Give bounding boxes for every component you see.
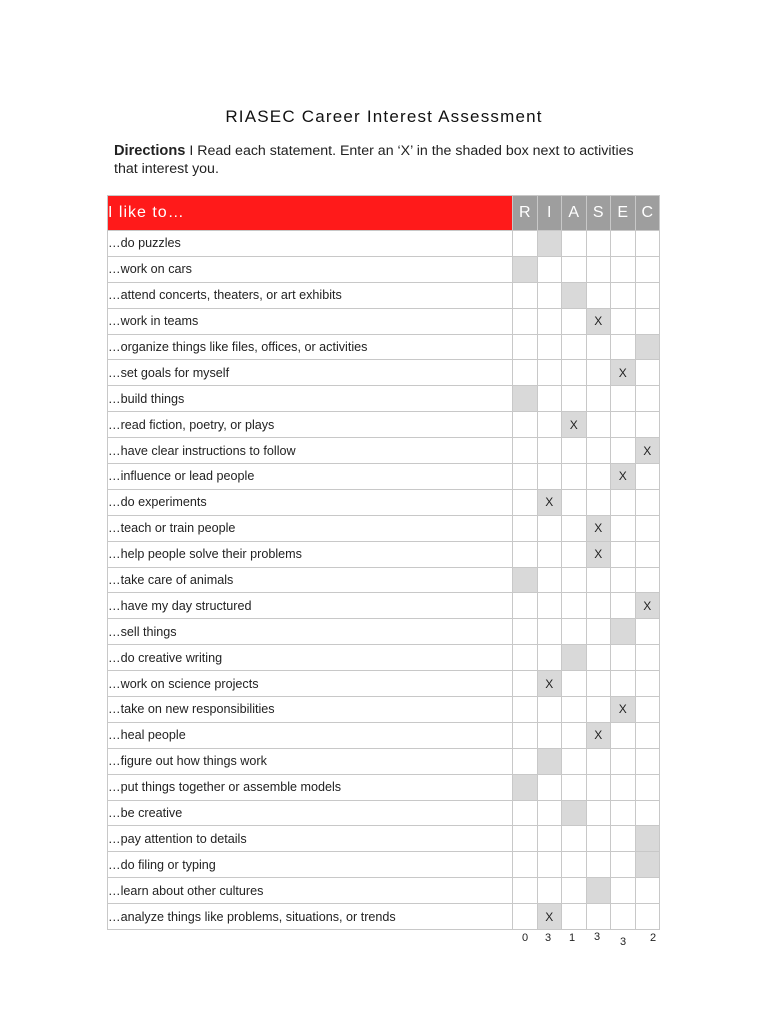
answer-cell-a [562, 852, 587, 878]
answer-cell-c [635, 774, 660, 800]
statement-text: …do experiments [108, 489, 513, 515]
header-category-e: E [611, 196, 636, 231]
header-category-c: C [635, 196, 660, 231]
answer-cell-i [537, 645, 562, 671]
answer-mark: X [594, 728, 603, 743]
answer-cell-i[interactable] [537, 904, 562, 930]
answer-cell-c[interactable] [635, 438, 660, 464]
table-row [108, 697, 660, 723]
answer-mark: X [545, 909, 554, 924]
answer-cell-i [537, 826, 562, 852]
statement-text: …have my day structured [108, 593, 513, 619]
answer-cell-i [537, 282, 562, 308]
table-row [108, 774, 660, 800]
table-row [108, 256, 660, 282]
answer-cell-r [513, 360, 538, 386]
answer-cell-e[interactable] [611, 360, 636, 386]
header-category-s: S [586, 196, 611, 231]
answer-cell-i [537, 334, 562, 360]
answer-cell-s [586, 438, 611, 464]
table-row [108, 541, 660, 567]
answer-cell-a [562, 308, 587, 334]
answer-cell-i [537, 697, 562, 723]
table-row [108, 334, 660, 360]
statement-text: …do filing or typing [108, 852, 513, 878]
answer-cell-c[interactable] [635, 593, 660, 619]
table-row [108, 852, 660, 878]
answer-cell-a [562, 619, 587, 645]
statement-text: …learn about other cultures [108, 878, 513, 904]
total-a: 1 [568, 932, 576, 944]
answer-cell-i [537, 800, 562, 826]
answer-cell-i [537, 774, 562, 800]
header-category-i: I [537, 196, 562, 231]
statement-text: …work in teams [108, 308, 513, 334]
statement-text: …attend concerts, theaters, or art exhibits [108, 282, 513, 308]
statement-text: …put things together or assemble models [108, 774, 513, 800]
answer-cell-s [586, 256, 611, 282]
answer-cell-c[interactable] [635, 334, 660, 360]
answer-cell-e [611, 645, 636, 671]
statement-text: …build things [108, 386, 513, 412]
table-row [108, 489, 660, 515]
answer-cell-a[interactable] [562, 800, 587, 826]
answer-cell-c [635, 904, 660, 930]
directions [114, 142, 634, 178]
answer-cell-s [586, 645, 611, 671]
table-row [108, 412, 660, 438]
answer-cell-e [611, 671, 636, 697]
answer-cell-s [586, 231, 611, 257]
answer-cell-r [513, 308, 538, 334]
answer-cell-r [513, 593, 538, 619]
table-row [108, 671, 660, 697]
answer-mark: X [545, 495, 554, 510]
answer-cell-s [586, 671, 611, 697]
answer-cell-s[interactable] [586, 541, 611, 567]
answer-cell-c[interactable] [635, 852, 660, 878]
answer-cell-r [513, 645, 538, 671]
answer-cell-e [611, 748, 636, 774]
statement-text: …help people solve their problems [108, 541, 513, 567]
statement-text: …do creative writing [108, 645, 513, 671]
statement-text: …read fiction, poetry, or plays [108, 412, 513, 438]
answer-cell-s [586, 852, 611, 878]
answer-cell-i [537, 438, 562, 464]
answer-cell-s [586, 748, 611, 774]
answer-cell-e [611, 231, 636, 257]
answer-cell-e[interactable] [611, 619, 636, 645]
header-category-r: R [513, 196, 538, 231]
answer-cell-r [513, 904, 538, 930]
table-row [108, 386, 660, 412]
answer-mark: X [569, 417, 578, 432]
answer-cell-a [562, 386, 587, 412]
answer-mark: X [594, 314, 603, 329]
answer-cell-r [513, 541, 538, 567]
answer-cell-s [586, 904, 611, 930]
answer-cell-i[interactable] [537, 231, 562, 257]
table-row [108, 464, 660, 490]
answer-cell-e [611, 852, 636, 878]
answer-cell-e [611, 489, 636, 515]
answer-cell-i [537, 878, 562, 904]
answer-cell-i [537, 593, 562, 619]
total-r: 0 [521, 932, 529, 944]
statement-text: …take care of animals [108, 567, 513, 593]
answer-cell-i[interactable] [537, 489, 562, 515]
page-title: RIASEC Career Interest Assessment [225, 107, 543, 126]
answer-cell-r [513, 619, 538, 645]
answer-cell-r[interactable] [513, 774, 538, 800]
answer-cell-a [562, 515, 587, 541]
answer-cell-c [635, 619, 660, 645]
answer-cell-r [513, 748, 538, 774]
statement-text: …have clear instructions to follow [108, 438, 513, 464]
answer-cell-e [611, 774, 636, 800]
table-row [108, 308, 660, 334]
answer-cell-s [586, 464, 611, 490]
table-row [108, 282, 660, 308]
answer-cell-a [562, 541, 587, 567]
table-row [108, 826, 660, 852]
answer-cell-c [635, 541, 660, 567]
answer-mark: X [618, 702, 627, 717]
answer-cell-e [611, 904, 636, 930]
answer-cell-a [562, 774, 587, 800]
answer-cell-c [635, 878, 660, 904]
answer-cell-c [635, 282, 660, 308]
answer-cell-a[interactable] [562, 282, 587, 308]
answer-cell-e[interactable] [611, 464, 636, 490]
answer-cell-a [562, 904, 587, 930]
answer-cell-a [562, 722, 587, 748]
answer-cell-s [586, 826, 611, 852]
answer-mark: X [594, 547, 603, 562]
answer-cell-e [611, 282, 636, 308]
answer-cell-c [635, 464, 660, 490]
statement-text: …set goals for myself [108, 360, 513, 386]
answer-cell-s [586, 800, 611, 826]
answer-cell-i [537, 412, 562, 438]
answer-cell-a [562, 878, 587, 904]
answer-mark: X [618, 365, 627, 380]
answer-cell-s [586, 489, 611, 515]
answer-cell-e [611, 515, 636, 541]
answer-cell-a [562, 567, 587, 593]
statement-text: …analyze things like problems, situations, or trends [108, 904, 513, 930]
total-e: 3 [619, 936, 627, 948]
answer-cell-a [562, 231, 587, 257]
answer-cell-r [513, 515, 538, 541]
total-c: 2 [649, 932, 657, 944]
answer-cell-a [562, 464, 587, 490]
table-row [108, 360, 660, 386]
table-row [108, 904, 660, 930]
answer-cell-e [611, 334, 636, 360]
table-row [108, 593, 660, 619]
answer-cell-i [537, 386, 562, 412]
table-row [108, 515, 660, 541]
statement-text: …organize things like files, offices, or activities [108, 334, 513, 360]
answer-mark: X [643, 598, 652, 613]
statement-text: …work on science projects [108, 671, 513, 697]
riasec-table [107, 195, 660, 930]
answer-cell-a [562, 593, 587, 619]
answer-cell-r [513, 464, 538, 490]
answer-cell-c [635, 489, 660, 515]
answer-cell-e [611, 256, 636, 282]
answer-cell-a [562, 334, 587, 360]
answer-mark: X [594, 521, 603, 536]
answer-cell-s [586, 412, 611, 438]
answer-cell-r [513, 489, 538, 515]
answer-cell-r [513, 334, 538, 360]
table-row [108, 748, 660, 774]
answer-cell-a [562, 697, 587, 723]
answer-cell-c [635, 386, 660, 412]
table-row [108, 878, 660, 904]
answer-cell-e[interactable] [611, 697, 636, 723]
answer-cell-i [537, 464, 562, 490]
answer-cell-r [513, 878, 538, 904]
table-row [108, 438, 660, 464]
answer-cell-r [513, 826, 538, 852]
answer-cell-a [562, 489, 587, 515]
statement-text: …take on new responsibilities [108, 697, 513, 723]
answer-cell-e [611, 878, 636, 904]
answer-cell-e [611, 438, 636, 464]
answer-cell-e [611, 800, 636, 826]
answer-cell-s [586, 593, 611, 619]
answer-cell-a [562, 671, 587, 697]
answer-cell-c [635, 231, 660, 257]
answer-cell-a[interactable] [562, 645, 587, 671]
answer-cell-c [635, 256, 660, 282]
statement-text: …figure out how things work [108, 748, 513, 774]
statement-text: …do puzzles [108, 231, 513, 257]
answer-cell-a [562, 826, 587, 852]
table-row [108, 619, 660, 645]
answer-cell-c [635, 671, 660, 697]
answer-cell-a[interactable] [562, 412, 587, 438]
header-category-a: A [562, 196, 587, 231]
answer-cell-c [635, 645, 660, 671]
table-body [108, 231, 660, 930]
answer-cell-s [586, 697, 611, 723]
answer-cell-c[interactable] [635, 826, 660, 852]
directions-text: I Read each statement. Enter an ‘X’ in the shaded box next to activities that interest you. [114, 143, 634, 177]
total-i: 3 [544, 932, 552, 944]
answer-cell-a [562, 438, 587, 464]
answer-cell-i [537, 619, 562, 645]
answer-cell-e [611, 593, 636, 619]
answer-cell-c [635, 360, 660, 386]
answer-cell-i [537, 256, 562, 282]
answer-mark: X [618, 469, 627, 484]
answer-cell-i [537, 722, 562, 748]
answer-cell-e [611, 567, 636, 593]
answer-cell-s [586, 567, 611, 593]
answer-cell-e [611, 826, 636, 852]
statement-text: …influence or lead people [108, 464, 513, 490]
answer-cell-r [513, 412, 538, 438]
answer-cell-s[interactable] [586, 308, 611, 334]
answer-cell-s [586, 360, 611, 386]
table-row [108, 800, 660, 826]
table-header-row [108, 196, 660, 231]
table-row [108, 645, 660, 671]
answer-cell-e [611, 541, 636, 567]
answer-cell-i [537, 541, 562, 567]
answer-mark: X [545, 676, 554, 691]
directions-label: Directions [114, 143, 186, 159]
total-s: 3 [593, 931, 601, 943]
answer-cell-r[interactable] [513, 567, 538, 593]
answer-cell-s [586, 774, 611, 800]
answer-cell-e [611, 308, 636, 334]
answer-cell-s[interactable] [586, 722, 611, 748]
answer-cell-s [586, 334, 611, 360]
answer-cell-e [611, 412, 636, 438]
answer-cell-r[interactable] [513, 386, 538, 412]
table-row [108, 567, 660, 593]
answer-cell-r [513, 852, 538, 878]
answer-cell-c [635, 697, 660, 723]
answer-cell-r[interactable] [513, 256, 538, 282]
answer-cell-s [586, 282, 611, 308]
statement-text: …teach or train people [108, 515, 513, 541]
answer-cell-s [586, 386, 611, 412]
answer-cell-a [562, 256, 587, 282]
answer-cell-i [537, 852, 562, 878]
statement-text: …pay attention to details [108, 826, 513, 852]
answer-cell-r [513, 671, 538, 697]
statement-text: …sell things [108, 619, 513, 645]
answer-cell-s[interactable] [586, 878, 611, 904]
answer-cell-c [635, 412, 660, 438]
answer-cell-i [537, 515, 562, 541]
answer-cell-i[interactable] [537, 748, 562, 774]
header-label: I like to… [108, 196, 513, 231]
answer-cell-r [513, 697, 538, 723]
answer-cell-c [635, 748, 660, 774]
answer-cell-s [586, 619, 611, 645]
answer-cell-i [537, 567, 562, 593]
table-row [108, 231, 660, 257]
table-row [108, 722, 660, 748]
statement-text: …work on cars [108, 256, 513, 282]
answer-cell-c [635, 515, 660, 541]
statement-text: …heal people [108, 722, 513, 748]
answer-cell-s[interactable] [586, 515, 611, 541]
answer-cell-r [513, 231, 538, 257]
answer-cell-c [635, 308, 660, 334]
answer-cell-a [562, 748, 587, 774]
answer-cell-e [611, 386, 636, 412]
statement-text: …be creative [108, 800, 513, 826]
answer-cell-c [635, 567, 660, 593]
answer-cell-r [513, 282, 538, 308]
answer-cell-r [513, 800, 538, 826]
answer-mark: X [643, 443, 652, 458]
answer-cell-i[interactable] [537, 671, 562, 697]
answer-cell-c [635, 800, 660, 826]
answer-cell-e [611, 722, 636, 748]
answer-cell-r [513, 722, 538, 748]
answer-cell-c [635, 722, 660, 748]
answer-cell-r [513, 438, 538, 464]
answer-cell-a [562, 360, 587, 386]
answer-cell-i [537, 360, 562, 386]
answer-cell-i [537, 308, 562, 334]
